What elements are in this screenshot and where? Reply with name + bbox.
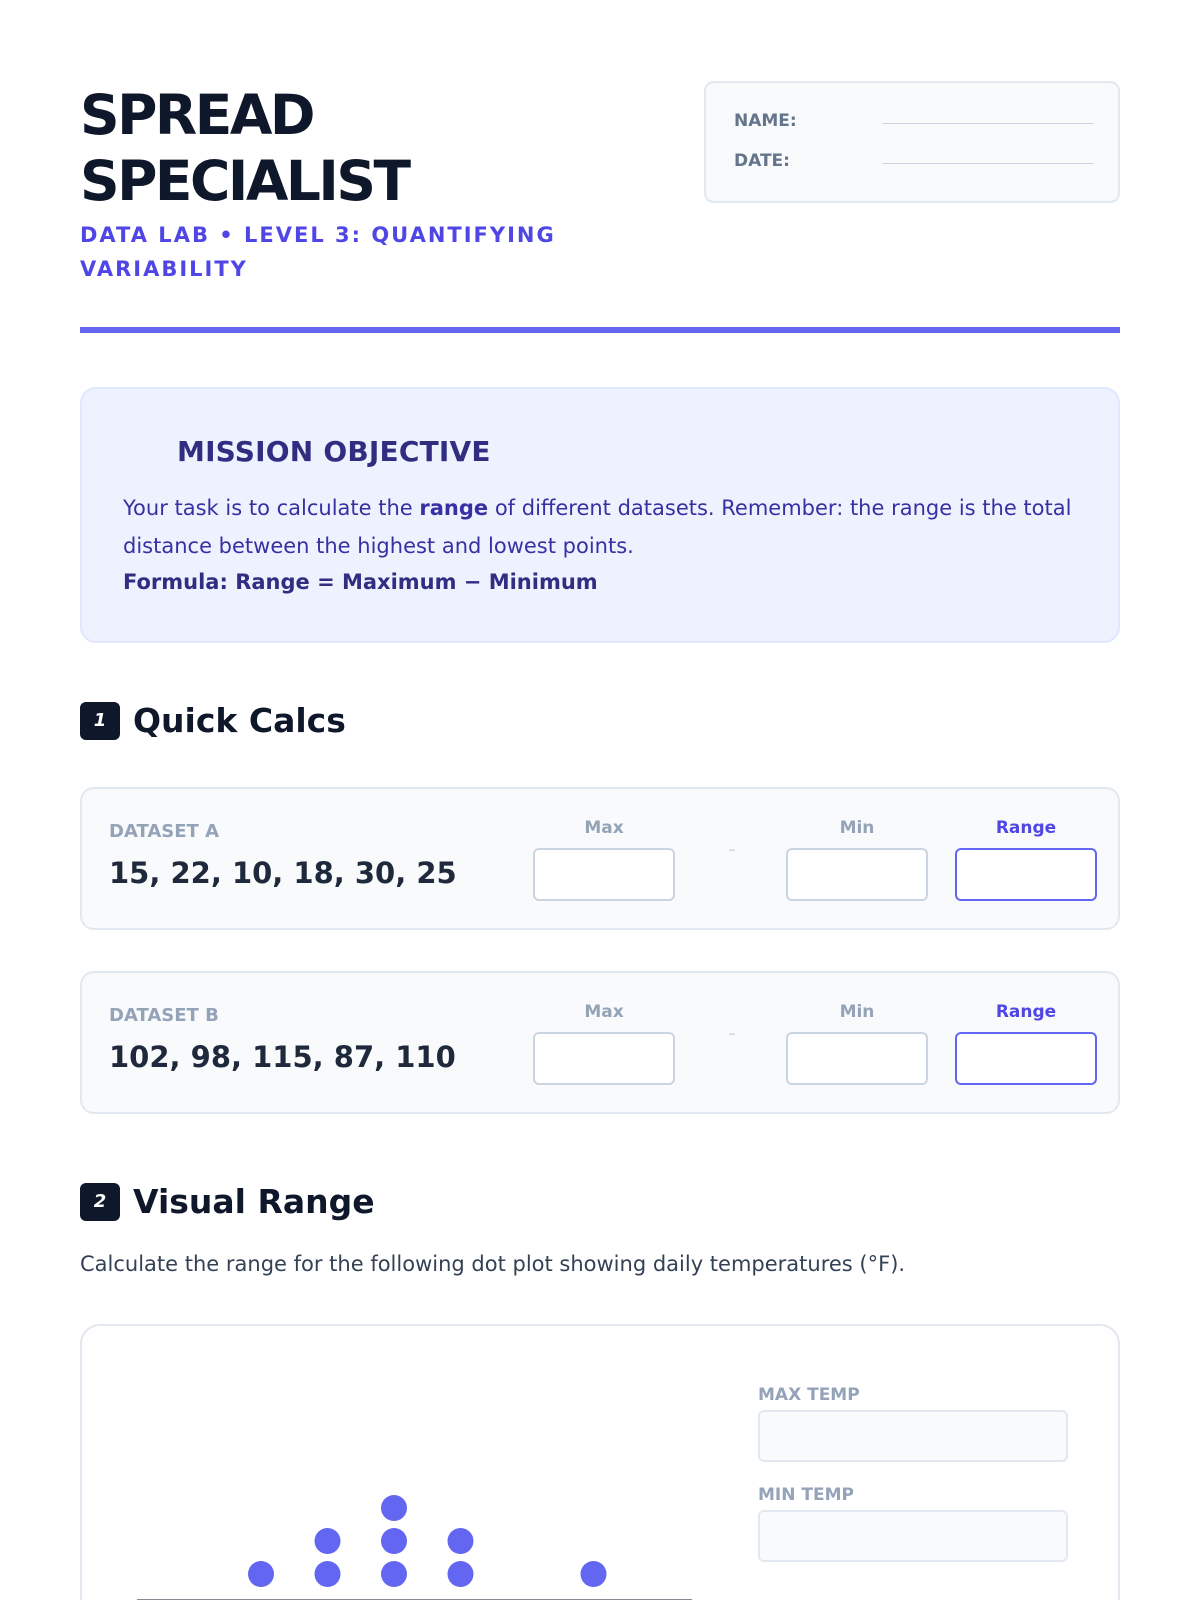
min-temp-label: MIN TEMP xyxy=(758,1485,854,1505)
minus-sign: - xyxy=(728,837,736,861)
section-2-number-badge: 2 xyxy=(80,1183,120,1221)
min-answer-box[interactable] xyxy=(786,1032,928,1085)
title-line-1: SPREAD xyxy=(80,83,314,147)
worksheet-title xyxy=(80,82,409,214)
section-2-title: Visual Range xyxy=(133,1182,375,1221)
section-2-instructions: Calculate the range for the following dot plot showing daily temperatures (°F). xyxy=(80,1252,906,1276)
minus-sign: - xyxy=(728,1021,736,1045)
header-divider xyxy=(80,327,1120,333)
dot-plot-point xyxy=(248,1561,274,1587)
dataset-label: DATASET B xyxy=(109,1005,219,1026)
mission-objective-panel xyxy=(80,387,1120,643)
max-label: Max xyxy=(584,1002,624,1022)
objective-text-end: of different datasets. Remember: the range is the total distance between the highest and lowest points. xyxy=(123,496,1072,558)
dataset-values: 102, 98, 115, 87, 110 xyxy=(109,1040,456,1074)
objective-formula: Formula: Range = Maximum − Minimum xyxy=(123,570,598,594)
dataset-b-card xyxy=(80,971,1120,1114)
objective-text xyxy=(123,489,1083,565)
section-1-number-badge: 1 xyxy=(80,702,120,740)
dot-plot-card xyxy=(80,1324,1120,1600)
max-temp-input[interactable] xyxy=(758,1410,1068,1462)
max-answer-box[interactable] xyxy=(533,1032,675,1085)
objective-text-keyword: range xyxy=(419,496,489,520)
dot-plot-point xyxy=(448,1561,474,1587)
dot-plot-point xyxy=(381,1495,407,1521)
dataset-values: 15, 22, 10, 18, 30, 25 xyxy=(109,856,457,890)
range-answer-box[interactable] xyxy=(955,1032,1097,1085)
date-write-line[interactable] xyxy=(882,163,1094,164)
name-label: NAME: xyxy=(734,111,797,131)
dataset-a-card xyxy=(80,787,1120,930)
dot-plot-point xyxy=(581,1561,607,1587)
title-line-2: SPECIALIST xyxy=(80,149,409,213)
min-label: Min xyxy=(839,1002,875,1022)
dot-plot-point xyxy=(381,1561,407,1587)
name-row xyxy=(734,111,1094,135)
name-date-card xyxy=(704,81,1120,203)
date-label: DATE: xyxy=(734,151,790,171)
dot-plot-dots xyxy=(248,1495,607,1587)
max-label: Max xyxy=(584,818,624,838)
dot-plot-point xyxy=(448,1528,474,1554)
min-temp-input[interactable] xyxy=(758,1510,1068,1562)
dataset-label: DATASET A xyxy=(109,821,220,842)
dot-plot-point xyxy=(315,1561,341,1587)
max-answer-box[interactable] xyxy=(533,848,675,901)
dot-plot-point xyxy=(381,1528,407,1554)
worksheet-subtitle: DATA LAB • LEVEL 3: QUANTIFYING VARIABILITY xyxy=(80,223,556,281)
max-temp-label: MAX TEMP xyxy=(758,1385,860,1405)
range-label: Range xyxy=(995,818,1057,838)
range-label: Range xyxy=(995,1002,1057,1022)
min-label: Min xyxy=(839,818,875,838)
range-answer-box[interactable] xyxy=(955,848,1097,901)
objective-text-start: Your task is to calculate the xyxy=(123,496,420,520)
min-answer-box[interactable] xyxy=(786,848,928,901)
section-1-title: Quick Calcs xyxy=(133,701,346,740)
objective-title: MISSION OBJECTIVE xyxy=(177,435,491,468)
dot-plot-point xyxy=(315,1528,341,1554)
date-row xyxy=(734,151,1094,175)
dot-plot xyxy=(82,1326,742,1600)
name-write-line[interactable] xyxy=(882,123,1094,124)
